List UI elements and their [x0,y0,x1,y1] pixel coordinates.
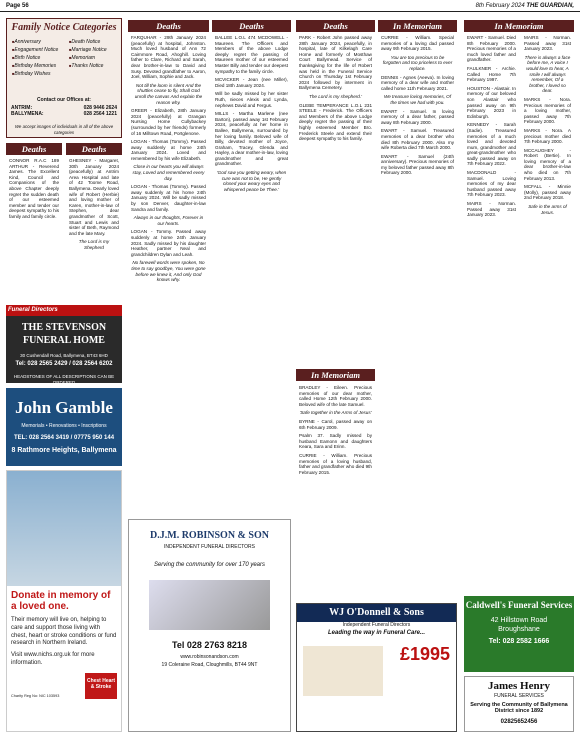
contact-block [11,97,117,117]
ad-address: 42 Hillstown Road Broughshane [490,616,548,633]
donate-body: Their memory will live on, helping to care and support those living with chest, heart or stroke conditions or fund research in Northern Ireland. [11,617,117,647]
notice: PARK - Robert John passed away 28th January 2024, peacefully, in hospital, late of Kilkelagh Care Home and formerly of Mosthaw Court Ballymead. Service of thanksgiving for the life of Robert was held in the Funeral Service Church on Thursday 1st February 2024 followed by interment in Ballymena Cemetery. [299,35,372,91]
verse: The Lord is my Shepherd [78,239,110,250]
ad-name: WJ O'Donnell & Sons [297,604,456,622]
deaths-header: Deaths [212,20,291,32]
contact-note: We accept images of individuals in all of the above categories [14,124,114,135]
notice: EWART - Samuel. In loving memory of a dear father, passed away 8th February 2000. [381,108,454,125]
notice: EWART - Samuel. Treasured memories of a dear brother who died 8th February 2000. Also my wife Roberta died 7th March 2000. [381,128,454,151]
verse: Not till the loom is silent And the shuttles cease to fly, Shall God unroll the canvas And explain the reason why. [134,82,203,105]
notice: MAIRS - Norman. Passed away 31st January 2023. [524,35,571,52]
ad-label: Funeral Directors [6,305,122,316]
category-item: ■ Anniversary [12,39,58,45]
notice: MCFALL - Minnie (Molly), passed away 2nd February 2018. [524,184,571,201]
deaths-header: Deaths [66,143,122,155]
verse: We treasure loving memories, Of the times we had with you. [383,94,452,105]
family-notice-title: Family Notice Categories [11,22,117,33]
john-gamble-ad [6,388,122,466]
verse: No farewell words were spoken, No time to say goodbye, You were gone before we knew it, And only God knows why. [131,260,206,283]
deaths-header: Deaths [6,143,62,155]
donate-ad [6,470,122,732]
ad-name: John Gamble [15,398,113,417]
ad-address: 8 Rathmore Heights, Ballymena [11,447,117,455]
ad-tagline: Serving the Community of Ballymena District since 1892 [470,701,568,715]
notice: GLEBE TEMPERANCE L.O.L 231 STEELE - Frederick. The Officers and Members of the above Lodge deeply regret the passing of their highly esteemed Member Bro. Frederick Steele and extend their deepest sympathy to his family. [299,102,372,142]
offer-list [303,646,383,696]
ad-phone: Tel: 028 2565 2429 / 028 2564 6202 [15,361,113,368]
notice: MARKS - Nora. A precious mother died 7th February 2000. [524,127,571,145]
memoriam-column-7 [521,33,574,593]
notice: GHESNEY - Margaret, 30th January 2024 (peacefully) at Antrim Area Hospital and late of 42 Toome Road, Ballymena. Dearly loved wife of Robert (Herbie) and loving mother of Karen, mother-in-law of Stephen, dear grandmother of Scott, Stuart and Lewis and sister of Beth, Raymond and the late Mary. [69,158,119,236]
verse: Close in our hearts you will always stay, Loved and remembered every day. [132,164,205,181]
notice: GREER - Elizabeth, 28th January 2024 (peacefully) at Grangan Nursing Home Cullybackey (surrounded by her friends) formerly of 16 Milltown Road, Portglenone. [131,108,206,136]
deaths-header: Deaths [296,20,375,32]
notice-column-4 [296,33,375,366]
category-item: ■ Thanks Notice [69,63,107,69]
notice: MILLS - Martha Marlene (nee Barton), passed away 1st February 2024, peacefully at her home in Ballee, Ballymena, surrounded by her loving family. Beloved wife of Billy, devoted mother of Joyce, Graham, Tracey, Glenda and Hayley, a dear mother-in-law, loving grandmother and great grandmother. [215,111,288,167]
category-item: ■ Birth Notice [12,55,58,61]
office-row: BALLYMENA: 028 2564 1221 [11,111,117,118]
caldwells-ad [464,596,574,672]
ad-phone: Tel 028 2763 8218 [172,639,247,650]
notice: FAULKNER - Archie. Called Home 7th February 1997. [467,65,516,83]
verse: There is always a face before me, A voice I would love to hear, A smile I will always remember, Of a brother, I loved so dear. [524,54,571,94]
wjo-donnell-ad [296,603,457,732]
categories-right [69,39,107,71]
djm-robinson-ad [128,519,291,732]
page-header [0,0,580,12]
ad-phone: 02825652456 [500,718,538,725]
category-item: ■ Birthday Memories [12,63,58,69]
stevenson-ad [6,305,122,383]
notice: LOGAN - Thomas (Tommy). Passed away suddenly at his home 24th January 2024. Will be sadly missed by son Denver, daughter-in-law Sandra and family. [131,184,206,212]
notice: Will be sadly missed by her sister Ruth, nieces Alexis and Lynda, nephews David and Fergus. [215,91,288,108]
ad-subtitle: Memorials • Renovations • Inscriptions [21,422,107,429]
ad-subtitle: FUNERAL SERVICES [494,693,544,700]
page-number: Page 56 [6,3,29,9]
ad-phone: TEL: 028 2564 3419 / 07775 950 144 [13,434,115,441]
verse: Always in our thoughts, Forever in our hearts. [133,215,204,226]
notice: KENNEDY - Sarah (Sadie). Treasured memories of a much loved and devoted mum, grandmother and great-grandmother who sadly passed away on 7th February 2022. [467,122,516,167]
donate-url: Visit www.nichs.org.uk for more information. [11,652,95,666]
category-item: ■ Engagement Notice [12,47,58,53]
ad-name: D.J.M. ROBINSON & SON [150,530,269,541]
notice-column-3 [212,33,291,515]
ad-name: THE STEVENSON FUNERAL HOME [21,322,107,346]
ad-subtitle: Independent Funeral Directors [342,622,411,629]
notice: MACDONALD - Samuel. Loving memories of my dear husband passed away 7th February 2023. [467,170,516,198]
notice: Psalm 37. Sadly missed by husband Eamonn and daughters Keara, Sara and Erinn. [299,433,372,450]
notice: CURRIE - William. Special memories of a loving dad passed away 9th February 2015. [381,35,454,52]
notice: BRADLEY - Eileen. Precious memories of our dear mother, called Home 12th February 2000. Beloved wife of the late Samuel. [299,385,372,407]
categories-left [12,39,58,79]
notice: EWART - Samuel (24th anniversary). Precious memories of my beloved father passed away 8th February 2000. [381,153,454,176]
donate-title: Donate in memory of a loved one. [11,590,111,612]
notice: BYRNE - Carol, passed away on 6th February 2009. [299,418,372,430]
contact-title: Contact our Offices at: [37,97,91,103]
category-item: ■ Memoriam [69,55,107,61]
verse: 'Safe together in the Arms of Jesus' [299,410,372,416]
verse: Safe in the arms of Jesus. [528,204,567,215]
notice-column-1b [66,156,122,301]
category-item: ■ Death Notice [69,39,107,45]
notice: DENNIS - Agnes (Aeeva). In loving memory of a dear wife and mother called home 11th February 2021. [381,74,454,91]
page-date: 8th February 2024 THE GUARDIAN, [475,2,574,9]
family-notice-box [6,18,122,138]
notice: HOUSTON - Alastair. In memory of our beloved son Alastair who passed away on 9th February 2023 in Edinburgh. [467,85,516,119]
verse: 'God saw you getting weary, when cure was not to be, He gently closed your weary eyes and whispered peace be Thee.' [216,170,287,192]
notice: CONNOR R.A.C 189 ARTHUR - Reverend James. The Excellent Kind, Council and Companions of the above Chapter deeply regret the sudden death of our esteemed member and tender our deepest sympathy to his family and family circle. [9,158,59,219]
ad-tagline: Serving the community for over 170 years [153,562,266,569]
notice: MARKS - Nora. Precious memories of a loving mother, passed away 7th February 2000. [524,96,571,125]
ad-tagline: Leading the way in Funeral Care... [327,630,426,637]
hearse-image [149,580,270,630]
james-henry-ad [464,676,574,732]
ad-phone: Tel: 028 2582 1666 [488,638,550,646]
chest-heart-stroke-logo: Chest Heart & Stroke [85,673,117,699]
category-item: ■ Birthday Wishes [12,71,58,77]
notice-column-2 [128,33,209,515]
ad-subtitle: INDEPENDENT FUNERAL DIRECTORS [163,544,256,551]
notice: LOGAN - Thomas (Tommy). Passed away suddenly at home 24th January 2024. Loved and remembered by his wife Elizabeth. [131,139,206,161]
ad-note: HEADSTONES OF ALL DESCRIPTIONS CAN BE ORDERED [13,374,115,383]
memoriam-column-5 [378,33,457,599]
memoriam-column-6 [464,33,519,593]
deaths-header: Deaths [128,20,209,32]
notice: FARQUHAR - 29th January 2024 (peacefully) at hospital, Johnston. Much loved husband of Ann 72 Cairnmore Road, Ahoghill. Loving father to Clare, Richard and Sarah, dear brother-in-law to David and Susy. Devoted grandfather to Aaron, Joel, William, Sophie and Jack. [131,35,206,80]
memoriam-header: In Memoriam [296,369,375,381]
ad-address: 19 Coleraine Road, Cloughmills, BT44 9NT [161,661,258,668]
memoriam-header: In Memoriam [464,20,574,32]
ad-name: James Henry [487,680,550,692]
notice: EWART - Samuel. Died 8th February 2000. Precious memories of a much loved father and grandfather. [467,35,516,63]
notice: CURRIE - William. Precious memories of a loving husband, father and grandfather who died 9th February 2015. [299,452,372,475]
ad-price: £1995 [399,644,450,664]
category-item: ■ Marriage Notice [69,47,107,53]
donate-photo [7,471,121,586]
notice-column-1a [6,156,62,301]
verse: The Lord is my shepherd.' [309,93,362,99]
notice: LOGAN - Tommy. Passed away suddenly at home 24th January 2024. Sadly missed by his daughter Heather, partner Neal and grandchildren Dylan and Leah. [131,229,206,257]
notice: MCVICKER - Jean (nee Miller), Died 18th January 2024. [215,77,288,88]
notice: MCCAUGHEY - Robert (Bertie). In loving memory of a dear brother-in-law who died on 7th February 2013. [524,147,571,181]
charity-number: Charity Reg No: NIC 103593 [11,694,60,699]
verse: You are too precious to be forgotten and too priceless to ever replace. [382,54,453,71]
memoriam-header: In Memoriam [378,20,457,32]
notice: MAIRS - Norman. Passed away 31st January 2023. [467,201,516,218]
ad-name: Caldwell's Funeral Services [465,600,573,610]
memoriam-column-4 [296,383,375,599]
notice: BALLEE L.O.L 474 MCDOWELL - Maureen. The Officers and Members of the above Lodge deeply regret the passing of Maureen mother of our esteemed Master Billy and tender our deepest sympathy to the family circle. [215,35,288,74]
ad-website: www.robinsonandson.com [180,653,239,660]
office-row: ANTRIM: 028 9446 2624 [11,105,117,112]
ad-address: 30 Cushendall Road, Ballymena, BT43 6HD [20,352,108,358]
